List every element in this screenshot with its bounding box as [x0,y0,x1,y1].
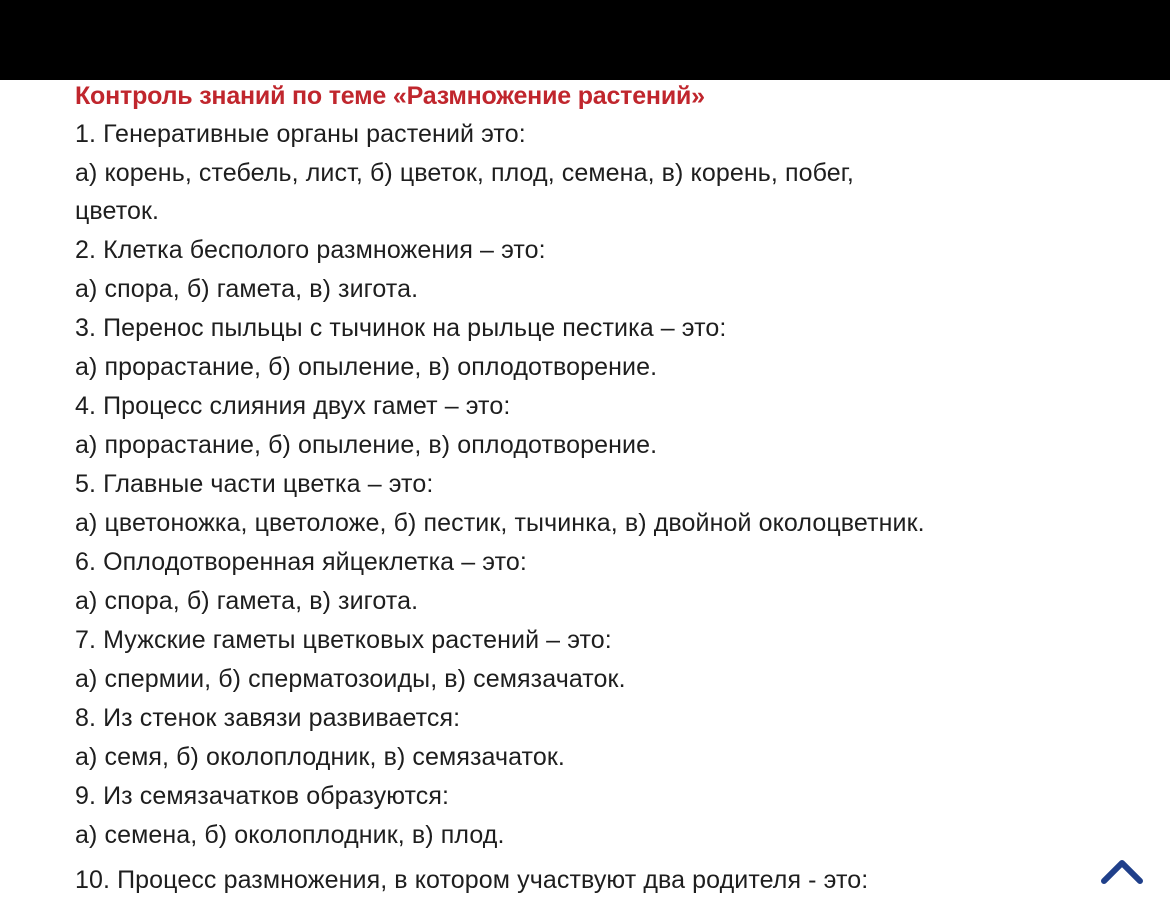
answers-1-continued: цветок. [75,197,160,225]
answers-8: а) семя, б) околоплодник, в) семязачаток. [75,743,565,771]
question-3: 3. Перенос пыльцы с тычинок на рыльце пестика – это: [75,314,727,342]
answers-9: а) семена, б) околоплодник, в) плод. [75,821,505,849]
answers-7: а) спермии, б) сперматозоиды, в) семязачаток. [75,665,626,693]
answers-6: а) спора, б) гамета, в) зигота. [75,587,419,615]
chevron-up-icon[interactable] [1100,855,1144,885]
document-title: Контроль знаний по теме «Размножение растений» [75,82,705,110]
question-10: 10. Процесс размножения, в котором участвуют два родителя - это: [75,866,869,894]
question-2: 2. Клетка бесполого размножения – это: [75,236,546,264]
question-4: 4. Процесс слияния двух гамет – это: [75,392,511,420]
answers-5: а) цветоножка, цветоложе, б) пестик, тычинка, в) двойной околоцветник. [75,509,925,537]
question-1: 1. Генеративные органы растений это: [75,120,526,148]
question-5: 5. Главные части цветка – это: [75,470,434,498]
question-9: 9. Из семязачатков образуются: [75,782,450,810]
answers-1: а) корень, стебель, лист, б) цветок, плод, семена, в) корень, побег, [75,159,854,187]
answers-4: а) прорастание, б) опыление, в) оплодотворение. [75,431,658,459]
answers-2: а) спора, б) гамета, в) зигота. [75,275,419,303]
question-6: 6. Оплодотворенная яйцеклетка – это: [75,548,527,576]
question-8: 8. Из стенок завязи развивается: [75,704,461,732]
top-black-bar [0,0,1170,80]
answers-3: а) прорастание, б) опыление, в) оплодотворение. [75,353,658,381]
question-7: 7. Мужские гаметы цветковых растений – это: [75,626,612,654]
document [75,77,1155,894]
